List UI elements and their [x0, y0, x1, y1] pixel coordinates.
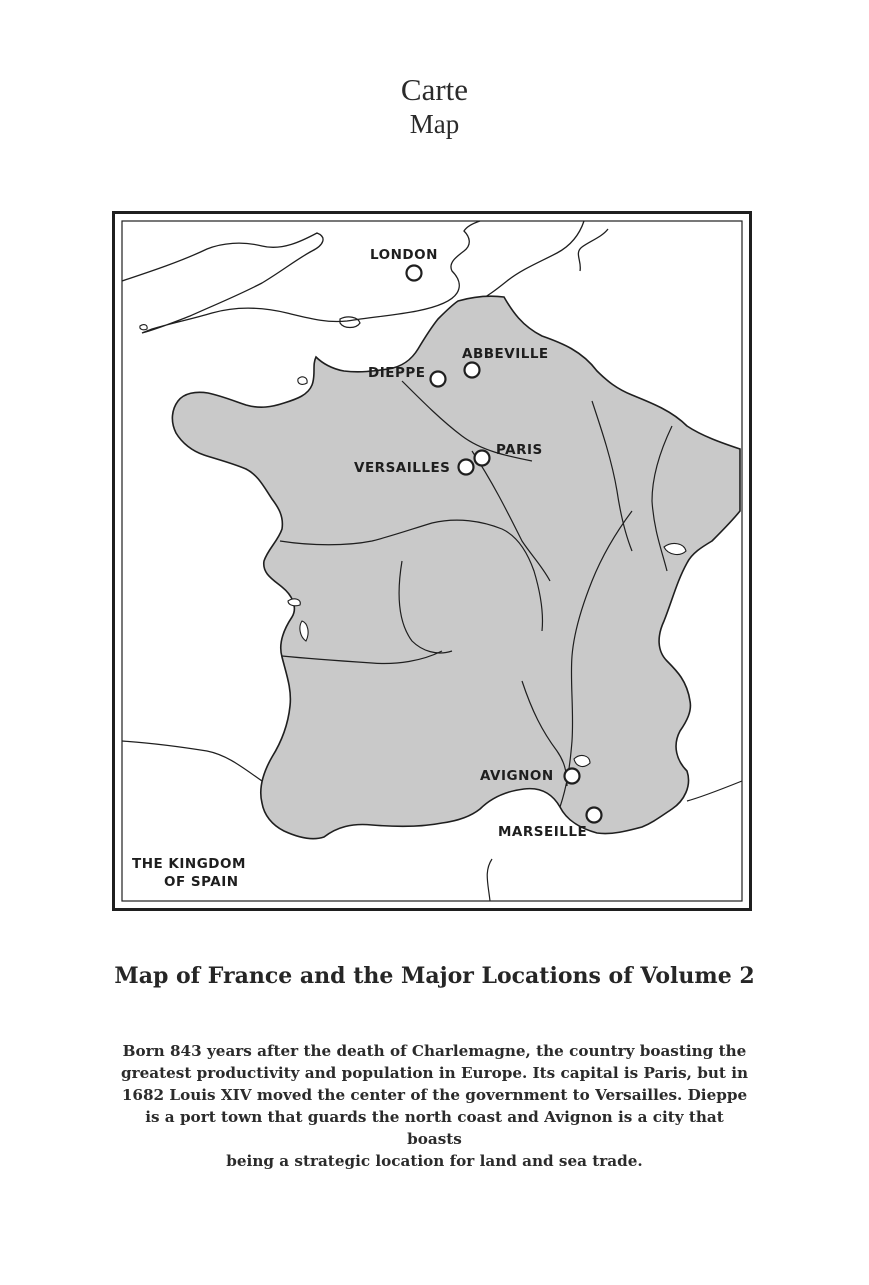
label-abbeville: ABBEVILLE: [462, 346, 549, 362]
label-avignon: AVIGNON: [480, 768, 554, 784]
abbeville-marker: [465, 363, 480, 378]
map-description: [120, 1040, 749, 1172]
title-english: Map: [409, 109, 460, 139]
description-line: is a port town that guards the north coast and Avignon is a city that boasts: [145, 1108, 724, 1148]
label-dieppe: DIEPPE: [368, 365, 426, 381]
ile-de-re: [288, 599, 300, 606]
map-caption-heading: Map of France and the Major Locations of Volume 2: [114, 963, 755, 989]
label-spain-line1: THE KINGDOM: [132, 856, 246, 872]
page-title: [0, 72, 869, 140]
description-line: being a strategic location for land and sea trade.: [226, 1152, 643, 1170]
label-marseille: MARSEILLE: [498, 824, 588, 840]
description-line: Born 843 years after the death of Charlemagne, the country boasting the: [122, 1042, 747, 1060]
label-spain-line2: OF SPAIN: [164, 874, 239, 890]
versailles-marker: [459, 460, 474, 475]
dieppe-marker: [431, 372, 446, 387]
marseille-marker: [587, 808, 602, 823]
label-paris: PARIS: [496, 442, 543, 458]
label-london: LONDON: [370, 247, 438, 263]
london-marker: [407, 266, 422, 281]
channel-island: [298, 377, 307, 384]
title-french: Carte: [400, 72, 469, 107]
paris-marker: [475, 451, 490, 466]
description-line: greatest productivity and population in Europe. Its capital is Paris, but in: [120, 1064, 749, 1082]
label-versailles: VERSAILLES: [354, 460, 451, 476]
description-line: 1682 Louis XIV moved the center of the government to Versailles. Dieppe: [121, 1086, 748, 1104]
avignon-marker: [565, 769, 580, 784]
map-of-france: [112, 211, 752, 911]
